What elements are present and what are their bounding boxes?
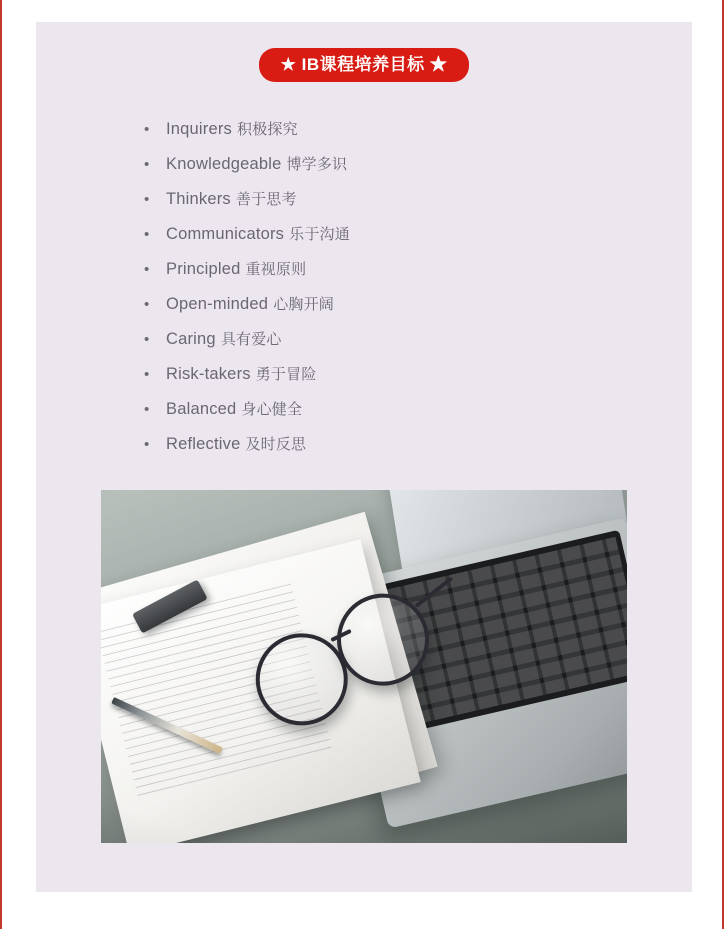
- list-item: [144, 392, 692, 427]
- trait-en: Open-minded: [166, 295, 269, 313]
- trait-cn: 勇于冒险: [255, 366, 317, 383]
- trait-en: Communicators: [166, 225, 285, 243]
- trait-en: Balanced: [166, 400, 237, 418]
- page-title: ★ IB课程培养目标 ★: [259, 48, 470, 82]
- trait-cn: 积极探究: [237, 121, 298, 138]
- trait-text: [166, 147, 347, 182]
- list-item: [144, 427, 692, 462]
- content-card: [36, 22, 692, 892]
- trait-en: Thinkers: [166, 190, 231, 208]
- bullet-icon: •: [144, 121, 150, 138]
- trait-en: Risk-takers: [166, 365, 251, 383]
- photo-vignette: [101, 490, 627, 843]
- bullet-icon: •: [144, 226, 150, 243]
- trait-text: [166, 357, 317, 392]
- list-item: [144, 357, 692, 392]
- trait-en: Caring: [166, 330, 216, 348]
- trait-en: Knowledgeable: [166, 155, 282, 173]
- list-item: [144, 112, 692, 147]
- list-item: [144, 252, 692, 287]
- trait-en: Principled: [166, 260, 241, 278]
- trait-cn: 身心健全: [241, 401, 303, 418]
- trait-cn: 及时反思: [245, 436, 307, 453]
- trait-text: [166, 322, 282, 357]
- trait-text: [166, 392, 302, 427]
- list-item: [144, 287, 692, 322]
- trait-cn: 具有爱心: [220, 331, 282, 348]
- list-item: [144, 322, 692, 357]
- bullet-icon: •: [144, 436, 150, 453]
- desk-photo: [101, 490, 627, 843]
- trait-en: Inquirers: [166, 120, 232, 138]
- bullet-icon: •: [144, 331, 150, 348]
- bullet-icon: •: [144, 366, 150, 383]
- title-container: [36, 22, 692, 82]
- trait-en: Reflective: [166, 435, 241, 453]
- list-item: [144, 217, 692, 252]
- bullet-icon: •: [144, 261, 150, 278]
- trait-cn: 心胸开阔: [273, 296, 334, 313]
- trait-text: [166, 112, 298, 147]
- list-item: [144, 182, 692, 217]
- trait-cn: 善于思考: [235, 191, 297, 208]
- bullet-icon: •: [144, 401, 150, 418]
- bullet-icon: •: [144, 191, 150, 208]
- trait-text: [166, 182, 297, 217]
- trait-text: [166, 427, 306, 462]
- bullet-icon: •: [144, 156, 150, 173]
- list-item: [144, 147, 692, 182]
- ib-learner-profile-list: [36, 112, 692, 462]
- trait-text: [166, 252, 306, 287]
- bullet-icon: •: [144, 296, 150, 313]
- trait-cn: 重视原则: [245, 261, 307, 278]
- trait-text: [166, 217, 350, 252]
- photo-container: [36, 490, 692, 848]
- trait-cn: 博学多识: [286, 156, 348, 173]
- trait-text: [166, 287, 334, 322]
- trait-cn: 乐于沟通: [289, 226, 350, 243]
